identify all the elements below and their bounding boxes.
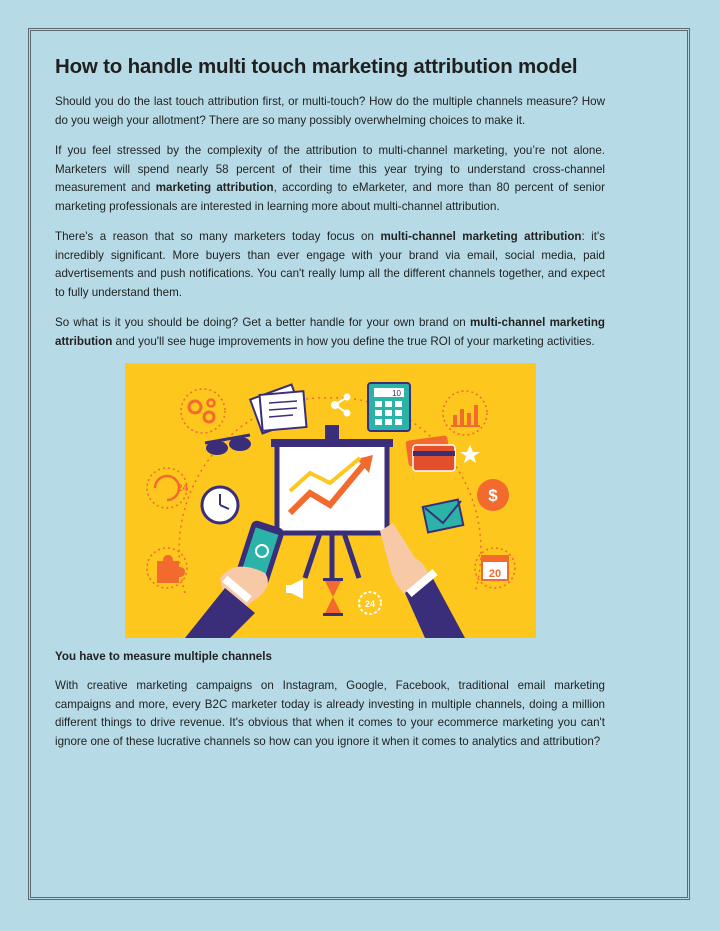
paragraph-4-bold: multi-channel marketing attribution bbox=[55, 316, 605, 348]
document-content bbox=[55, 55, 605, 763]
paragraph-3-text-a: There's a reason that so many marketers today focus on bbox=[55, 230, 381, 243]
paragraph-3-text-c: : it's incredibly significant. More buyers than ever engage with your brand via email, social media, paid advertisements and push notifications. You can't really lump all the different channels together, and expect to fully understand them. bbox=[55, 230, 605, 299]
paragraph-5: With creative marketing campaigns on Instagram, Google, Facebook, traditional email marketing campaigns and more, every B2C marketer today is already investing in multiple channels, doing a million different things to drive revenue. It's obvious that when it comes to your ecommerce marketing you can't ignore one of these lucrative channels so how can you ignore it when it comes to analytics and attribution? bbox=[55, 679, 605, 748]
paragraph-3-bold: multi-channel marketing attribution bbox=[380, 230, 582, 243]
paragraph-1: Should you do the last touch attribution first, or multi-touch? How do the multiple channels measure? How do you weigh your allotment? There are so many possibly overwhelming choices to make it. bbox=[55, 95, 605, 127]
clock-24-label: 24 bbox=[176, 483, 188, 494]
paragraph-4-text-c: and you'll see huge improvements in how you define the true ROI of your marketing activities. bbox=[112, 334, 595, 348]
marketing-illustration bbox=[125, 363, 536, 638]
dollar-symbol: $ bbox=[487, 486, 498, 505]
paragraph-4 bbox=[55, 314, 605, 351]
paragraph-2-text-a: If you feel stressed by the complexity of the attribution to multi-channel marketing, you’re not alone. Marketers will spend nearly 58 percent of their time this year trying to understand cross-channel measurement and bbox=[55, 144, 605, 194]
dollar-icon bbox=[477, 479, 509, 511]
wall-clock-icon bbox=[202, 487, 238, 523]
hours-24-label: 24 bbox=[364, 599, 375, 609]
illustration-svg bbox=[125, 363, 536, 638]
section-heading: You have to measure multiple channels bbox=[55, 650, 272, 663]
paragraph-2-text-c: , according to eMarketer, and more than 80 percent of senior marketing professionals are interested in learning more about multi-channel attribution. bbox=[55, 181, 605, 213]
credit-cards-icon bbox=[405, 435, 455, 471]
paragraph-2 bbox=[55, 142, 605, 216]
paragraph-2-bold: marketing attribution bbox=[155, 181, 274, 194]
calculator-icon bbox=[368, 383, 410, 431]
paragraph-4-text-a: So what is it you should be doing? Get a better handle for your own brand on bbox=[55, 316, 470, 329]
page-title: How to handle multi touch marketing attribution model bbox=[55, 55, 578, 78]
paragraph-3 bbox=[55, 228, 605, 302]
calendar-day: 20 bbox=[488, 568, 501, 580]
calculator-display: 10 bbox=[391, 389, 401, 398]
